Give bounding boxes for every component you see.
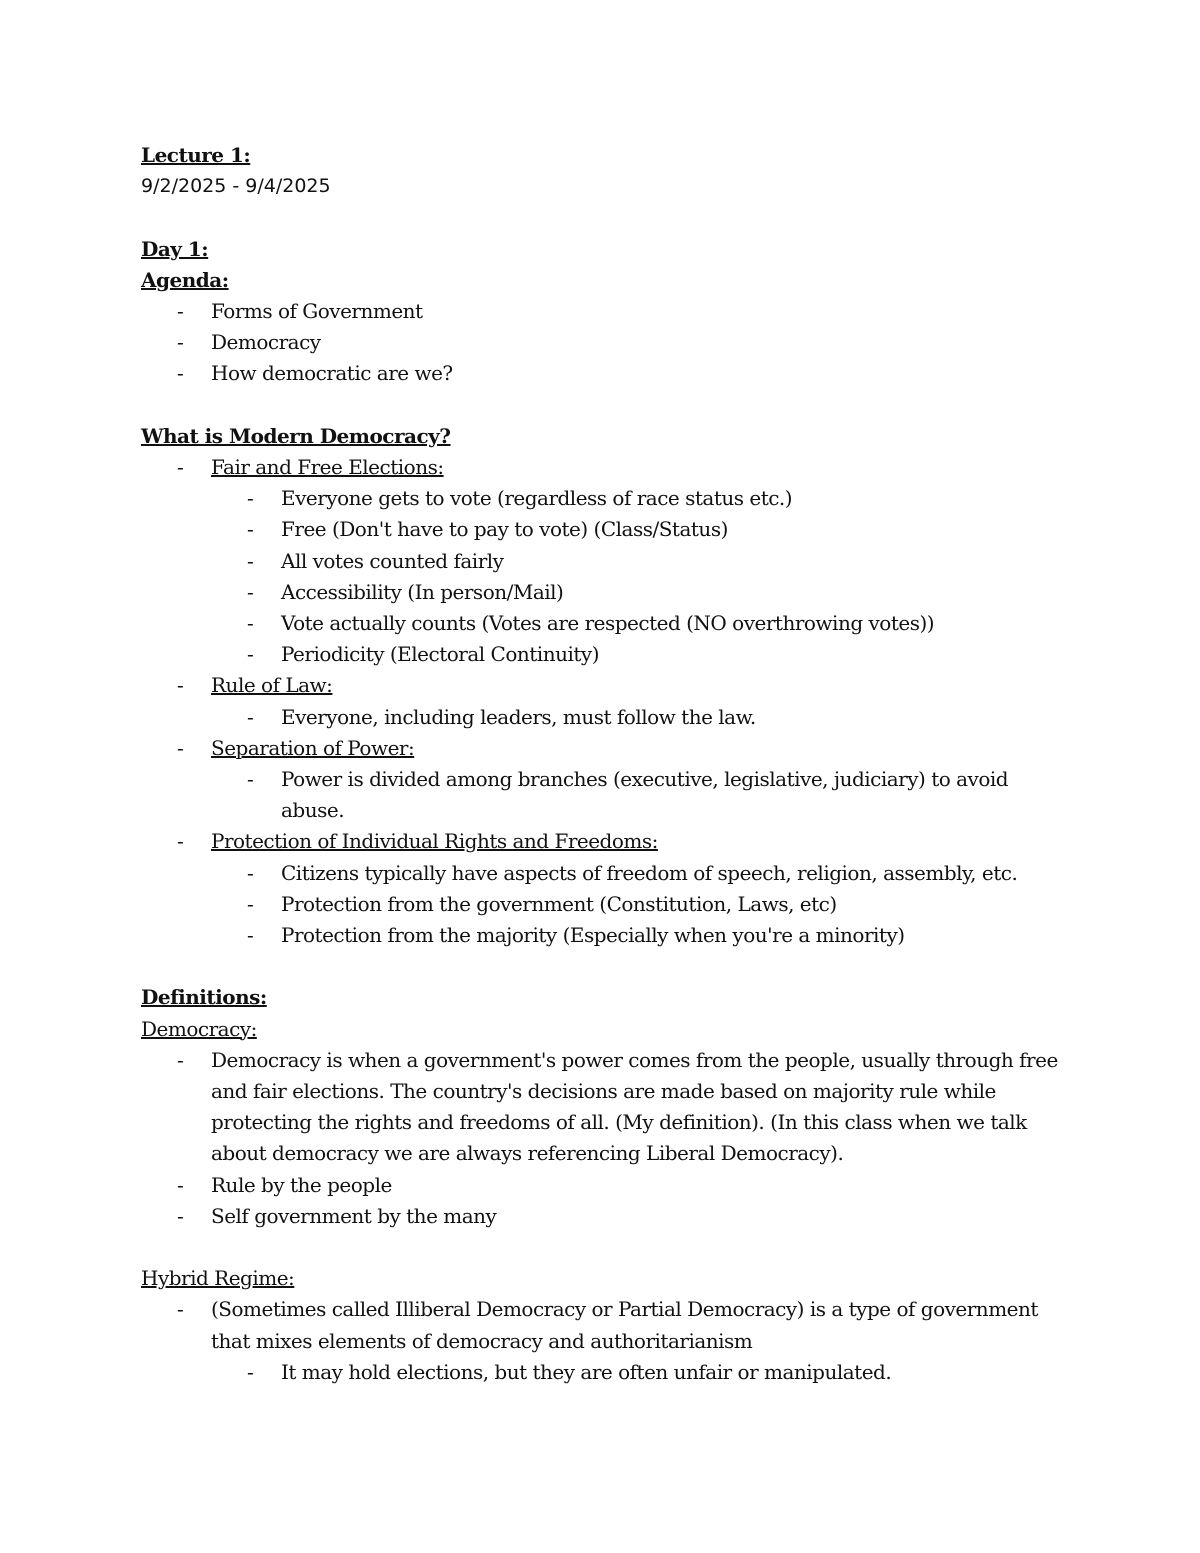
list-item: - Protection from the government (Constitution, Laws, etc) (211, 889, 1061, 920)
agenda-heading: Agenda: (141, 267, 229, 292)
sub-list (211, 483, 1061, 670)
list-item: - Citizens typically have aspects of freedom of speech, religion, assembly, etc. (211, 858, 1061, 889)
hybrid-regime-label: Hybrid Regime: (141, 1266, 295, 1291)
hybrid-regime-list (141, 1294, 1061, 1388)
lecture-title: Lecture 1: (141, 143, 251, 167)
list-item: - Free (Don't have to pay to vote) (Class/Status) (211, 514, 1061, 545)
document-page (141, 140, 1061, 1388)
spacer (141, 202, 1061, 233)
section-item (141, 733, 1061, 827)
section-label: Separation of Power: (211, 735, 415, 760)
spacer (141, 1232, 1061, 1263)
section-item (141, 452, 1061, 670)
list-item: - Rule by the people (141, 1170, 1061, 1201)
sub-list (211, 702, 1061, 733)
agenda-item: - Democracy (141, 327, 1061, 358)
democracy-definition-list (141, 1045, 1061, 1232)
list-item: - Democracy is when a government's power comes from the people, usually through free and fair elections. The country's decisions are made based on majority rule while protecting the rights and freedoms of all. (My definition). (In this class when we talk about democracy we are always referencing Liberal Democracy). (141, 1045, 1061, 1170)
list-item: - Periodicity (Electoral Continuity) (211, 639, 1061, 670)
list-item: - Power is divided among branches (executive, legislative, judiciary) to avoid abuse. (211, 764, 1061, 826)
section-item (141, 826, 1061, 951)
list-item: - Protection from the majority (Especially when you're a minority) (211, 920, 1061, 951)
day-heading: Day 1: (141, 236, 209, 261)
modern-democracy-list (141, 452, 1061, 951)
modern-democracy-heading: What is Modern Democracy? (141, 423, 451, 448)
list-item: - Everyone, including leaders, must follow the law. (211, 702, 1061, 733)
agenda-item: - How democratic are we? (141, 358, 1061, 389)
list-item: - All votes counted fairly (211, 546, 1061, 577)
list-item: - Accessibility (In person/Mail) (211, 577, 1061, 608)
sub-list (211, 858, 1061, 952)
section-label: Protection of Individual Rights and Freedoms: (211, 829, 658, 854)
democracy-label: Democracy: (141, 1016, 257, 1041)
list-item: - Everyone gets to vote (regardless of race status etc.) (211, 483, 1061, 514)
section-label: Fair and Free Elections: (211, 455, 444, 479)
list-item: - It may hold elections, but they are often unfair or manipulated. (211, 1357, 1061, 1388)
agenda-item: - Forms of Government (141, 296, 1061, 327)
spacer (141, 951, 1061, 982)
agenda-list (141, 296, 1061, 390)
definitions-heading: Definitions: (141, 985, 267, 1010)
list-item: - Self government by the many (141, 1201, 1061, 1232)
section-label: Rule of Law: (211, 673, 333, 698)
list-item: - Vote actually counts (Votes are respected (NO overthrowing votes)) (211, 608, 1061, 639)
hybrid-regime-text: (Sometimes called Illiberal Democracy or Partial Democracy) is a type of government that mixes elements of democracy and authoritarianism (211, 1297, 1038, 1353)
lecture-dates: 9/2/2025 - 9/4/2025 (141, 175, 331, 198)
sub-list (211, 764, 1061, 826)
section-item (141, 670, 1061, 732)
spacer (141, 390, 1061, 421)
sub-list (211, 1357, 1061, 1388)
list-item (141, 1294, 1061, 1388)
